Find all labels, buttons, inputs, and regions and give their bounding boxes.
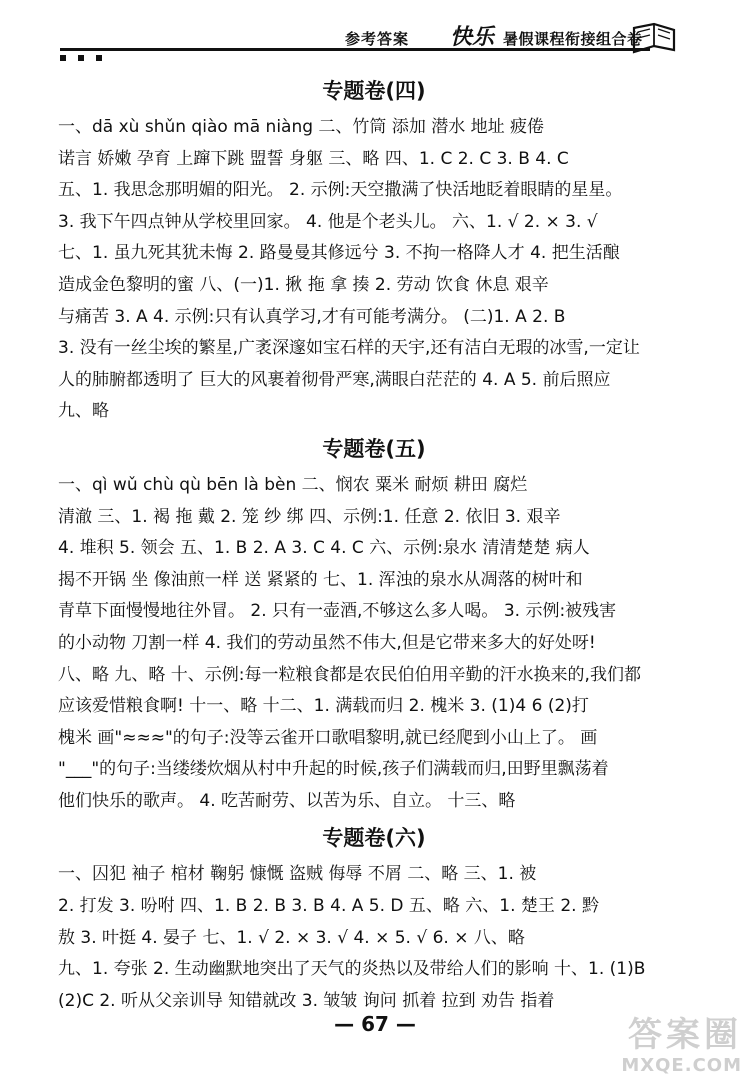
section-title: 专题卷(五)	[322, 436, 426, 461]
header-brand: 快乐	[450, 25, 495, 50]
answer-content	[58, 70, 690, 1017]
answer-line: 揭不开锅 坐 像油煎一样 送 紧紧的 七、1. 浑浊的泉水从凋落的树叶和	[58, 569, 583, 590]
answer-line: 八、略 九、略 十、示例:每一粒粮食都是农民伯伯用辛勤的汗水换来的,我们都	[58, 664, 641, 685]
watermark-logo-text: 答案圈	[628, 1015, 742, 1055]
answer-line: 2. 打发 3. 吩咐 四、1. B 2. B 3. B 4. A 5. D 五、略 六、1. 楚王 2. 黔	[58, 896, 599, 917]
answer-line: 七、1. 虽九死其犹未悔 2. 路曼曼其修远兮 3. 不拘一格降人才 4. 把生活酿	[58, 243, 620, 264]
answer-line: 应该爱惜粮食啊! 十一、略 十二、1. 满载而归 2. 槐米 3. (1)4 6 (2)打	[58, 696, 589, 717]
answer-line: 九、略	[58, 401, 109, 422]
answer-line: 五、1. 我思念那明媚的阳光。 2. 示例:天空撒满了快活地眨着眼睛的星星。	[58, 180, 623, 201]
book-icon	[630, 20, 680, 56]
answer-line: 与痛苦 3. A 4. 示例:只有认真学习,才有可能考满分。 (二)1. A 2. B	[58, 306, 566, 327]
answer-line: (2)C 2. 听从父亲训导 知错就改 3. 皱皱 询问 抓着 拉到 劝告 指着	[58, 990, 555, 1011]
answer-line: 3. 我下午四点钟从学校里回家。 4. 他是个老头儿。 六、1. √ 2. × 3. √	[58, 211, 598, 232]
answer-line: 九、1. 夸张 2. 生动幽默地突出了天气的炎热以及带给人们的影响 十、1. (1)B	[58, 959, 646, 980]
answer-line: 4. 堆积 5. 领会 五、1. B 2. A 3. C 4. C 六、示例:泉水 清清楚楚 病人	[58, 538, 590, 559]
site-watermark	[592, 1015, 742, 1081]
answer-line: 造成金色黎明的蜜 八、(一)1. 揪 拖 拿 揍 2. 劳动 饮食 休息 艰辛	[58, 274, 549, 295]
answer-line: 诺言 娇嫩 孕育 上蹿下跳 盟誓 身躯 三、略 四、1. C 2. C 3. B 4. C	[58, 148, 569, 169]
answer-line: 青草下面慢慢地往外冒。 2. 只有一壶酒,不够这么多人喝。 3. 示例:被残害	[58, 601, 617, 622]
header-decoration	[60, 55, 140, 65]
section-title: 专题卷(六)	[322, 826, 426, 851]
watermark-url: MXQE.COM	[621, 1055, 742, 1076]
header-series-title: 暑假课程衔接组合卷	[503, 30, 643, 48]
answer-line: 一、囚犯 袖子 棺材 鞠躬 慷慨 盗贼 侮辱 不屑 二、略 三、1. 被	[58, 864, 537, 885]
answer-line: 一、qì wǔ chù qù bēn là bèn 二、悯农 粟米 耐烦 耕田 腐烂	[58, 474, 528, 495]
answer-line: 敖 3. 叶挺 4. 晏子 七、1. √ 2. × 3. √ 4. × 5. √ 6. × 八、略	[58, 927, 525, 948]
page-header	[0, 0, 750, 80]
answer-line: 3. 没有一丝尘埃的繁星,广袤深邃如宝石样的天宇,还有洁白无瑕的冰雪,一定让	[58, 338, 640, 359]
answer-line: 一、dā xù shǔn qiào mā niàng 二、竹筒 添加 潜水 地址 疲倦	[58, 117, 545, 137]
answer-line: "___"的句子:当缕缕炊烟从村中升起的时候,孩子们满载而归,田野里飘荡着	[58, 759, 609, 780]
section-title: 专题卷(四)	[322, 79, 426, 103]
header-ref-label: 参考答案	[345, 30, 410, 48]
page-number: — 67 —	[334, 1012, 416, 1036]
answer-line: 清澈 三、1. 褐 拖 戴 2. 笼 纱 绑 四、示例:1. 任意 2. 依旧 3. 艰辛	[58, 506, 561, 527]
answer-line: 的小动物 刀割一样 4. 我们的劳动虽然不伟大,但是它带来多大的好处呀!	[58, 632, 596, 653]
answer-line: 槐米 画"≈≈≈"的句子:没等云雀开口歌唱黎明,就已经爬到小山上了。 画	[58, 727, 598, 748]
answer-line: 他们快乐的歌声。 4. 吃苦耐劳、以苦为乐、自立。 十三、略	[58, 790, 516, 811]
answer-line: 人的肺腑都透明了 巨大的风裹着彻骨严寒,满眼白茫茫的 4. A 5. 前后照应	[58, 369, 611, 390]
